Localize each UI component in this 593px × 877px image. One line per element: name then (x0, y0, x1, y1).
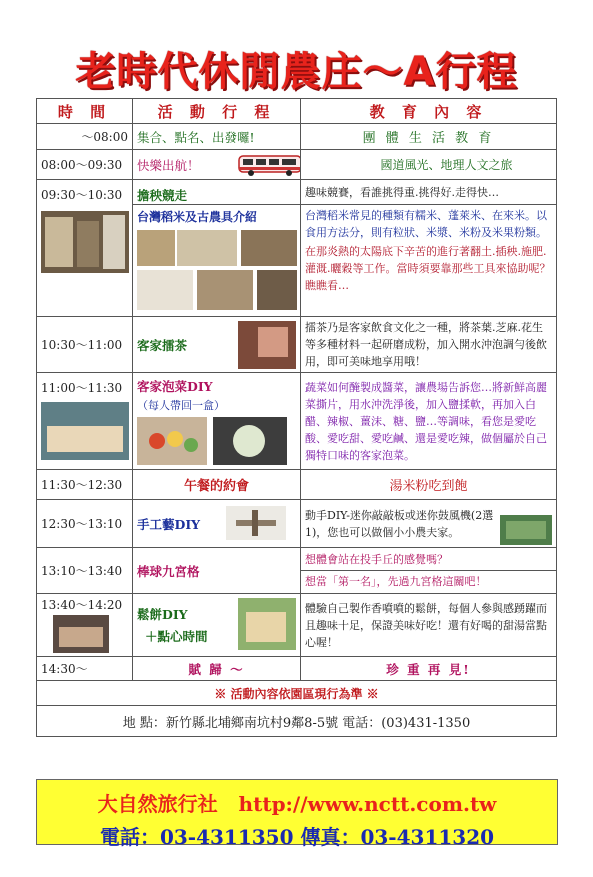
time-cell (37, 594, 133, 657)
waffle-class-photo (53, 615, 109, 653)
time-cell: 13:10～13:40 (37, 548, 133, 594)
agency-line (37, 788, 557, 817)
activity-label: 擔秧競走 (133, 180, 300, 205)
activity-cell: 賦 歸 ～ (133, 657, 301, 681)
activity-label: 快樂出航！ (137, 158, 200, 173)
activity-cell: 集合、點名、出發囉! (133, 124, 301, 150)
education-text-2: 想當「第一名」，先過九宮格這關吧！ (305, 575, 487, 588)
education-cell (301, 180, 557, 317)
education-cell: 珍 重 再 見! (301, 657, 557, 681)
activity-label-2: ＋點心時間 (145, 629, 208, 644)
header-education: 教 育 內 容 (301, 99, 557, 124)
activity-label: 鬆餅DIY (137, 607, 188, 622)
activity-cell: 午餐的約會 (133, 470, 301, 500)
table-row (37, 470, 557, 500)
education-cell: 湯米粉吃到飽 (301, 470, 557, 500)
header-time: 時 間 (37, 99, 133, 124)
time-label: 11:00～11:30 (41, 381, 123, 395)
education-cell (301, 548, 557, 594)
time-label: 13:40～14:20 (41, 598, 123, 612)
activity-cell (133, 373, 301, 470)
education-cell: 擂茶乃是客家飲食文化之一種，將茶葉.芝麻.花生等多種材料一起研磨成粉，加入開水沖泡調勻後飲用，即可美味地享用哦！ (301, 317, 557, 373)
time-cell: 14:30～ (37, 657, 133, 681)
education-cell (301, 500, 557, 548)
table-row (37, 594, 557, 657)
table-row (37, 657, 557, 681)
time-cell: 08:00～09:30 (37, 150, 133, 180)
table-row (37, 317, 557, 373)
education-cell: 體驗自己製作香噴噴的鬆餅，每個人參與感踴躍而且趣味十足，保證美味好吃！還有好喝的甜湯當點心喔！ (301, 594, 557, 657)
education-cell: 國道風光、地理人文之旅 (301, 150, 557, 180)
activity-cell: 棒球九宮格 (133, 548, 301, 594)
tea-photo (238, 321, 296, 369)
photo-group (133, 228, 300, 316)
time-cell (37, 180, 133, 317)
agency-name: 大自然旅行社 (97, 792, 218, 816)
address-text: 地 點：新竹縣北埔鄉南坑村9鄰8-5號 電話：(03)431-1350 (37, 706, 557, 737)
agency-contact: 電話：03-4311350 傳真：03-4311320 (99, 825, 495, 849)
activity-cell (133, 150, 301, 180)
activity-label: 客家擂茶 (137, 338, 188, 353)
table-row (37, 548, 557, 594)
education-text-3: 在那炎熱的太陽底下辛苦的進行著翻土.插秧.施肥.灌溉.曬穀等工作。當時須要靠那些工具來協助呢？瞧瞧看… (305, 245, 551, 292)
craft-photo (226, 506, 286, 540)
time-cell: 10:30～11:00 (37, 317, 133, 373)
activity-label: 客家泡菜DIY (137, 379, 213, 394)
activity-label-2: 台灣稻米及古農具介紹 (137, 210, 258, 224)
activity-subtitle: （每人帶回一盒） (137, 399, 225, 412)
education-text-2: 台灣稻米常見的種類有糯米、蓬萊米、在來米。以食用方法分，則有粒狀、米漿、米粉及米果粉類。 (305, 209, 547, 239)
rice-photo-collage (137, 230, 297, 310)
agency-box (36, 779, 558, 849)
education-text: 趣味競賽，看誰挑得重.挑得好.走得快… (301, 180, 556, 205)
kids-photo (500, 515, 552, 545)
time-cell: 11:30～12:30 (37, 470, 133, 500)
activity-cell (133, 594, 301, 657)
page-title: 老時代休閒農庄～A行程 (75, 49, 518, 95)
activity-cell (133, 180, 301, 317)
farm-tools-photo (41, 211, 129, 273)
activity-cell (133, 500, 301, 548)
time-cell: 12:30～13:10 (37, 500, 133, 548)
education-text: 想體會站在投手丘的感覺嗎？ (301, 549, 556, 571)
activity-cell (133, 317, 301, 373)
table-row (37, 150, 557, 180)
kimchi-photos (137, 417, 287, 465)
itinerary-table (36, 98, 557, 737)
header-activity: 活 動 行 程 (133, 99, 301, 124)
time-cell (37, 373, 133, 470)
notice-text: ※ 活動內容依園區現行為準 ※ (37, 681, 557, 706)
address-row (37, 706, 557, 737)
education-text: 動手DIY-迷你敲敲板或迷你鼓風機(2選1)，您也可以做個小小農夫家。 (305, 508, 494, 539)
agency-url[interactable]: http://www.nctt.com.tw (238, 792, 497, 816)
table-row (37, 124, 557, 150)
table-row (37, 500, 557, 548)
time-cell: ～08:00 (37, 124, 133, 150)
table-row (37, 373, 557, 470)
bus-icon (237, 153, 301, 177)
kimchi-class-photo (41, 402, 129, 460)
education-cell: 蔬菜如何醃製成醬菜，讓農場告訴您…將新鮮高麗菜撕片，用水沖洗淨後，加入鹽揉軟，再加入白醋、辣椒、薑沫、糖、鹽…等調味，看您是愛吃酸、愛吃甜、愛吃鹹、還是愛吃辣，做個屬於自己獨特口味的客家泡菜。 (301, 373, 557, 470)
education-cell: 團 體 生 活 教 育 (301, 124, 557, 150)
activity-label: 手工藝DIY (137, 517, 201, 532)
waffle-photo (238, 598, 296, 650)
header-row (37, 99, 557, 124)
table-row (37, 180, 557, 317)
note-row (37, 681, 557, 706)
time-label: 09:30～10:30 (41, 188, 123, 202)
itinerary-sheet (36, 98, 556, 737)
